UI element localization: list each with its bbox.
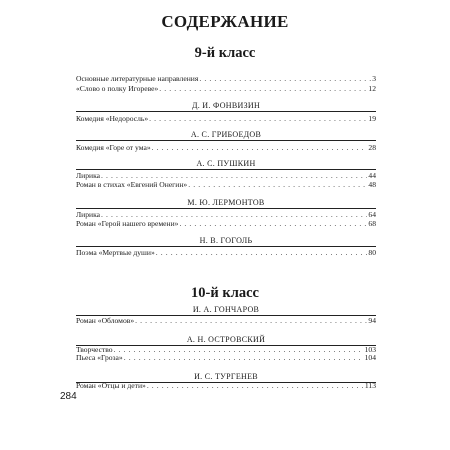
- entry-page: 12: [368, 84, 376, 93]
- grade10-heading: 10-й класс: [191, 285, 259, 301]
- leader-dots: [152, 142, 368, 153]
- entry-title: Роман «Герой нашего времени»: [76, 219, 179, 228]
- entry-page: 48: [368, 180, 376, 189]
- entry-title: Пьеса «Гроза»: [76, 353, 123, 362]
- entry-title: Лирика: [76, 210, 101, 219]
- entry-page: 113: [364, 381, 376, 390]
- entry-title: Роман в стихах «Евгений Онегин»: [76, 180, 188, 189]
- author-heading: А. Н. ОСТРОВСКИЙ: [186, 335, 266, 344]
- entry-title: Основные литературные направления: [76, 74, 199, 83]
- entry-page: 104: [364, 353, 376, 362]
- toc-entry[interactable]: [76, 113, 376, 124]
- leader-dots: [124, 352, 364, 363]
- author-heading: М. Ю. ЛЕРМОНТОВ: [187, 198, 265, 207]
- entry-page: 19: [368, 114, 376, 123]
- entry-page: 44: [368, 171, 376, 180]
- author-heading: А. С. ПУШКИН: [196, 159, 256, 168]
- toc-entry[interactable]: [76, 247, 376, 258]
- page-title: СОДЕРЖАНИЕ: [161, 12, 289, 31]
- toc-entry[interactable]: [76, 315, 376, 326]
- divider: [76, 140, 376, 141]
- leader-dots: [188, 179, 367, 190]
- entry-page: 80: [368, 248, 376, 257]
- entry-page: 103: [364, 345, 376, 354]
- author-heading: Д. И. ФОНВИЗИН: [191, 101, 261, 110]
- entry-title: Роман «Отцы и дети»: [76, 381, 146, 390]
- leader-dots: [149, 113, 367, 124]
- entry-title: Роман «Обломов»: [76, 316, 135, 325]
- divider: [76, 111, 376, 112]
- toc-entry[interactable]: [76, 142, 376, 153]
- toc-entry[interactable]: [76, 218, 376, 229]
- toc-entry[interactable]: [76, 179, 376, 190]
- leader-dots: [179, 218, 367, 229]
- entry-page: 68: [368, 219, 376, 228]
- entry-page: 3: [372, 74, 376, 83]
- toc-entry[interactable]: [76, 352, 376, 363]
- entry-title: Поэма «Мертвые души»: [76, 248, 155, 257]
- entry-page: 64: [368, 210, 376, 219]
- entry-title: Творчество: [76, 345, 113, 354]
- entry-title: «Слово о полку Игореве»: [76, 84, 159, 93]
- entry-page: 28: [368, 143, 376, 152]
- grade9-heading: 9-й класс: [194, 45, 256, 61]
- entry-title: Лирика: [76, 171, 101, 180]
- entry-title: Комедия «Горе от ума»: [76, 143, 151, 152]
- author-heading: А. С. ГРИБОЕДОВ: [190, 130, 262, 139]
- author-heading: И. А. ГОНЧАРОВ: [192, 305, 260, 314]
- page-number: 284: [60, 391, 77, 402]
- toc-entry[interactable]: [76, 380, 376, 391]
- leader-dots: [159, 83, 367, 94]
- entry-page: 94: [368, 316, 376, 325]
- toc-entry[interactable]: [76, 83, 376, 94]
- leader-dots: [135, 315, 367, 326]
- entry-title: Комедия «Недоросль»: [76, 114, 149, 123]
- leader-dots: [147, 380, 364, 391]
- author-heading: И. С. ТУРГЕНЕВ: [194, 372, 258, 381]
- author-heading: Н. В. ГОГОЛЬ: [199, 236, 253, 245]
- leader-dots: [156, 247, 368, 258]
